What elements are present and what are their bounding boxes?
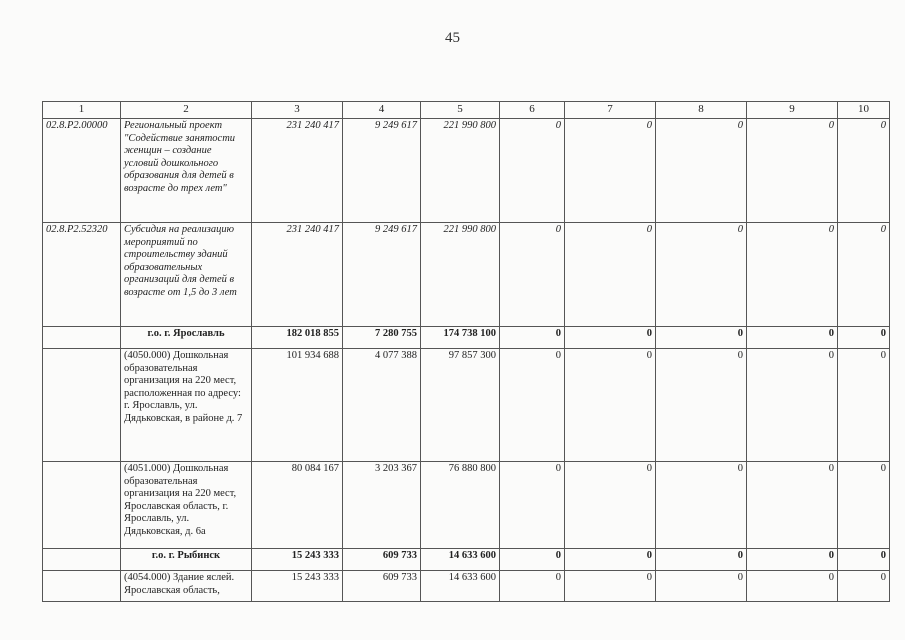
column-header: 10 <box>838 102 890 119</box>
column-header: 5 <box>421 102 500 119</box>
municipality-name: г.о. г. Ярославль <box>121 327 252 349</box>
column-header: 4 <box>343 102 421 119</box>
amount-col9: 0 <box>747 549 838 571</box>
amount-col5: 76 880 800 <box>421 462 500 549</box>
table-row <box>43 349 890 462</box>
amount-col10: 0 <box>838 119 890 223</box>
amount-col4: 609 733 <box>343 571 421 602</box>
budget-code <box>43 349 121 462</box>
column-header: 1 <box>43 102 121 119</box>
item-name: Региональный проект "Содействие занятости женщин – создание условий дошкольного образования для детей в возрасте до трех лет" <box>121 119 252 223</box>
amount-col3: 15 243 333 <box>252 549 343 571</box>
table-row <box>43 223 890 327</box>
amount-col3: 80 084 167 <box>252 462 343 549</box>
amount-col9: 0 <box>747 119 838 223</box>
amount-col3: 231 240 417 <box>252 223 343 327</box>
amount-col9: 0 <box>747 327 838 349</box>
budget-code <box>43 571 121 602</box>
amount-col5: 14 633 600 <box>421 571 500 602</box>
amount-col8: 0 <box>656 223 747 327</box>
amount-col10: 0 <box>838 571 890 602</box>
budget-code: 02.8.P2.52320 <box>43 223 121 327</box>
amount-col4: 7 280 755 <box>343 327 421 349</box>
amount-col9: 0 <box>747 462 838 549</box>
amount-col6: 0 <box>500 223 565 327</box>
column-header: 7 <box>565 102 656 119</box>
amount-col7: 0 <box>565 223 656 327</box>
amount-col3: 182 018 855 <box>252 327 343 349</box>
table-row <box>43 462 890 549</box>
amount-col4: 9 249 617 <box>343 119 421 223</box>
total-row <box>43 327 890 349</box>
budget-code <box>43 327 121 349</box>
amount-col3: 15 243 333 <box>252 571 343 602</box>
item-name: (4050.000) Дошкольная образовательная организация на 220 мест, расположенная по адресу: г. Ярославль, ул. Дядьковская, в районе д. 7 <box>121 349 252 462</box>
amount-col3: 231 240 417 <box>252 119 343 223</box>
amount-col8: 0 <box>656 462 747 549</box>
amount-col5: 221 990 800 <box>421 223 500 327</box>
column-header: 6 <box>500 102 565 119</box>
total-row <box>43 549 890 571</box>
amount-col7: 0 <box>565 119 656 223</box>
amount-col7: 0 <box>565 327 656 349</box>
amount-col7: 0 <box>565 549 656 571</box>
item-name: (4054.000) Здание яслей. Ярославская область, <box>121 571 252 602</box>
budget-code <box>43 549 121 571</box>
amount-col8: 0 <box>656 327 747 349</box>
amount-col6: 0 <box>500 549 565 571</box>
amount-col6: 0 <box>500 462 565 549</box>
amount-col6: 0 <box>500 349 565 462</box>
amount-col9: 0 <box>747 223 838 327</box>
amount-col3: 101 934 688 <box>252 349 343 462</box>
amount-col5: 221 990 800 <box>421 119 500 223</box>
amount-col10: 0 <box>838 462 890 549</box>
amount-col10: 0 <box>838 349 890 462</box>
amount-col4: 3 203 367 <box>343 462 421 549</box>
item-name: (4051.000) Дошкольная образовательная организация на 220 мест, Ярославская область, г. Ярославль, ул. Дядьковская, д. 6а <box>121 462 252 549</box>
column-header: 9 <box>747 102 838 119</box>
item-name: Субсидия на реализацию мероприятий по строительству зданий образовательных организаций для детей в возрасте от 1,5 до 3 лет <box>121 223 252 327</box>
header-row <box>43 102 890 119</box>
amount-col6: 0 <box>500 571 565 602</box>
amount-col8: 0 <box>656 571 747 602</box>
amount-col10: 0 <box>838 223 890 327</box>
amount-col5: 97 857 300 <box>421 349 500 462</box>
page-number: 45 <box>445 30 460 46</box>
amount-col5: 174 738 100 <box>421 327 500 349</box>
amount-col9: 0 <box>747 571 838 602</box>
amount-col5: 14 633 600 <box>421 549 500 571</box>
amount-col10: 0 <box>838 327 890 349</box>
budget-code <box>43 462 121 549</box>
amount-col4: 609 733 <box>343 549 421 571</box>
column-header: 2 <box>121 102 252 119</box>
amount-col7: 0 <box>565 462 656 549</box>
table-row <box>43 119 890 223</box>
amount-col6: 0 <box>500 119 565 223</box>
budget-code: 02.8.P2.00000 <box>43 119 121 223</box>
column-header: 3 <box>252 102 343 119</box>
table-row <box>43 571 890 602</box>
column-header: 8 <box>656 102 747 119</box>
budget-table <box>42 101 890 602</box>
municipality-name: г.о. г. Рыбинск <box>121 549 252 571</box>
amount-col8: 0 <box>656 349 747 462</box>
amount-col8: 0 <box>656 549 747 571</box>
amount-col7: 0 <box>565 349 656 462</box>
amount-col4: 9 249 617 <box>343 223 421 327</box>
amount-col9: 0 <box>747 349 838 462</box>
amount-col6: 0 <box>500 327 565 349</box>
amount-col7: 0 <box>565 571 656 602</box>
amount-col8: 0 <box>656 119 747 223</box>
amount-col4: 4 077 388 <box>343 349 421 462</box>
amount-col10: 0 <box>838 549 890 571</box>
